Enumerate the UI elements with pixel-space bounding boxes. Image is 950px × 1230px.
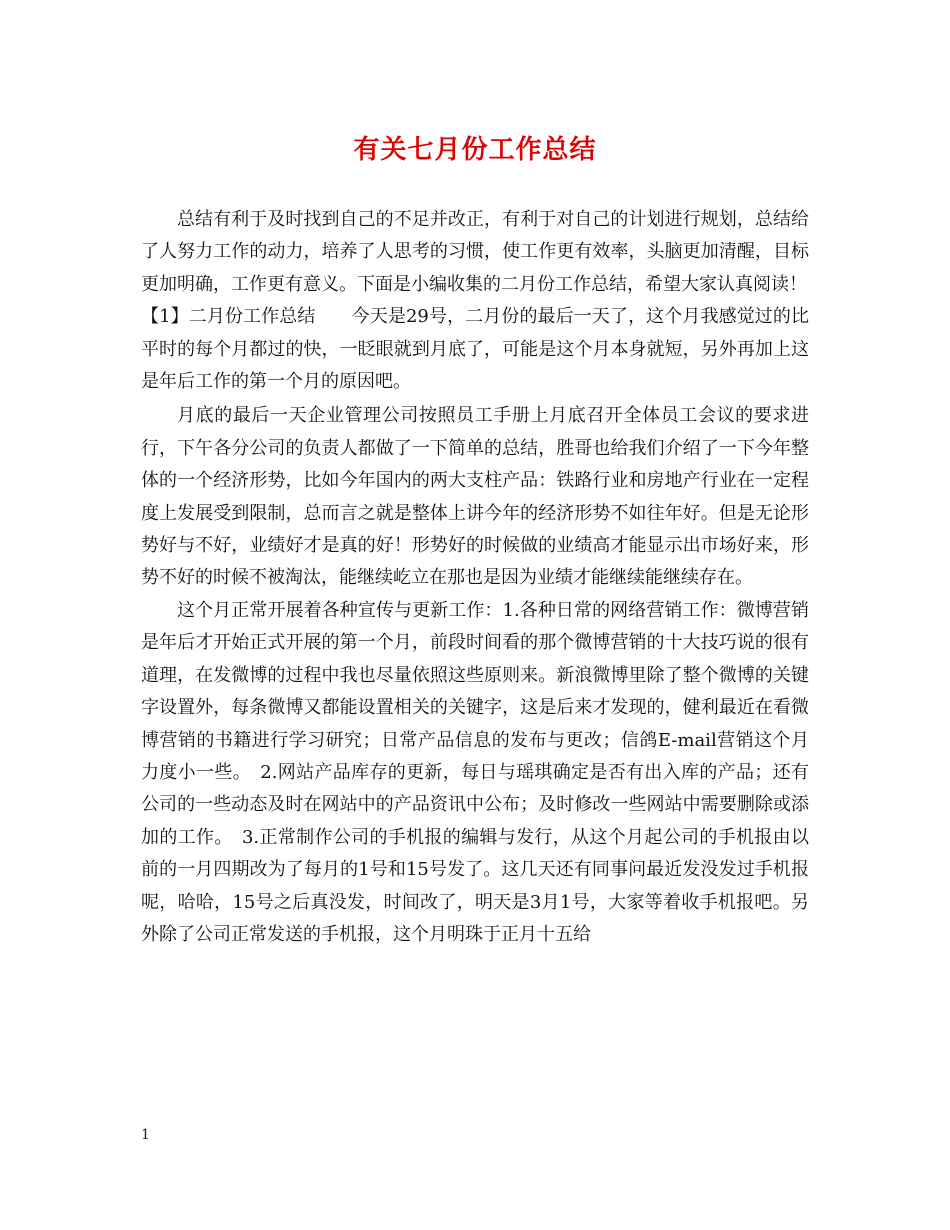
paragraph-intro: 总结有利于及时找到自己的不足并改正，有利于对自己的计划进行规划，总结给了人努力工作的动力，培养了人思考的习惯，使工作更有效率，头脑更加清醒，目标更加明确，工作更有意义。下面是小编收集的二月份工作总结，希望大家认真阅读！ bbox=[141, 209, 809, 295]
page-number: 1 bbox=[141, 1127, 150, 1143]
document-body bbox=[141, 204, 809, 951]
paragraph-section-1-heading: 【1】二月份工作总结 今天是29号，二月份的最后一天了，这个月我感觉过的比平时的每个月都过的快，一眨眼就到月底了，可能是这个月本身就短，另外再加上这是年后工作的第一个月的原因吧。 bbox=[141, 306, 809, 393]
document-title: 有关七月份工作总结 bbox=[353, 135, 597, 165]
paragraph-monthly-work: 这个月正常开展着各种宣传与更新工作：1.各种日常的网络营销工作：微博营销是年后才开始正式开展的第一个月，前段时间看的那个微博营销的十大技巧说的很有道理，在发微博的过程中我也尽量依照这些原则来。新浪微博里除了整个微博的关键字设置外，每条微博又都能设置相关的关键字，这是后来才发现的，健利最近在看微博营销的书籍进行学习研究；日常产品信息的发布与更改；信鸽E-mail营销这个月力度小一些。 2.网站产品库存的更新，每日与瑶琪确定是否有出入库的产品；还有公司的一些动态及时在网站中的产品资讯中公布；及时修改一些网站中需要删除或添加的工作。 3.正常制作公司的手机报的编辑与发行，从这个月起公司的手机报由以前的一月四期改为了每月的1号和15号发了。这几天还有同事问最近发没发过手机报呢，哈哈，15号之后真没发，时间改了，明天是3月1号，大家等着收手机报吧。另外除了公司正常发送的手机报，这个月明珠于正月十五给 bbox=[141, 599, 809, 945]
paragraph-month-end-meeting: 月底的最后一天企业管理公司按照员工手册上月底召开全体员工会议的要求进行，下午各分公司的负责人都做了一下简单的总结，胜哥也给我们介绍了一下今年整体的一个经济形势，比如今年国内的两大支柱产品：铁路行业和房地产行业在一定程度上发展受到限制，总而言之就是整体上讲今年的经济形势不如往年好。但是无论形势好与不好，业绩好才是真的好！形势好的时候做的业绩高才能显示出市场好来，形势不好的时候不被淘汰，能继续屹立在那也是因为业绩才能继续能继续存在。 bbox=[141, 405, 809, 589]
